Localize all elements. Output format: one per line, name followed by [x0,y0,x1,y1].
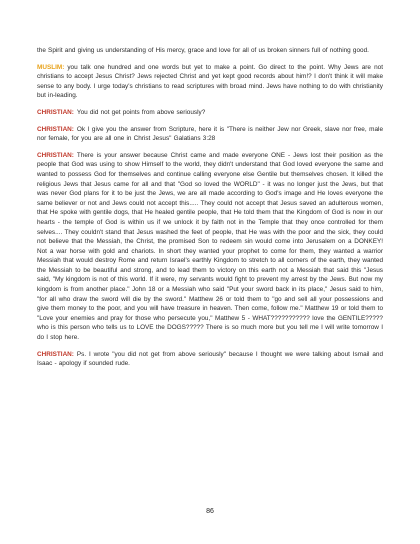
speaker-label-muslim: MUSLIM: [37,63,65,71]
paragraph-text: you talk one hundred and one words but yet to make a point. Go direct to the point. Why Jews are not christians to accept Jesus Christ? Jews rejected Christ and yet kept good records about him!? I don't think it will make sense to any body. I urge today's christians to read scriptures with broad mind. Jews have nothing to do with christianity but in-leading. [37,63,383,100]
paragraph-text: the Spirit and giving us understanding of His mercy, grace and love for all of us broken sinners full of nothing good. [37,47,369,54]
paragraph-christian [37,350,383,369]
paragraph-continuation [37,46,383,56]
paragraph-text: There is your answer because Christ came and made everyone ONE - Jews lost their position as the people that God was using to show Himself to the world, they didn't understand that God loved everyone the same and wanted to possess God for themselves and continue calling everyone else Gentile but themselves chosen. It killed the religious Jews that Jesus came for all and that "God so loved the WORLD" - it was no longer just the Jews, but that was never God plans for it to be just the Jews, we are all made according to God's image and He loves everyone the same believer or not and Jews could not accept this..... They could not accept that Jesus saved an adulterous women, that He spoke with gentile dogs, that He healed gentile people, that He told them that the Kingdom of God is now in our hearts - the temple of God is within us if we unlock it by faith not in the Temple that they once controlled for them selves.... They couldn't stand that Jesus washed the feet of people, that He was with the poor and the sick, they could not believe that the Messiah, the Christ, the promised Son to redeem sin would come into Jerusalem on a DONKEY! Not a war horse with gold and chariots. In short they wanted your prophet to come for them, they wanted a warrior Messiah that would destroy Rome and return Israel's earthly Kingdom to stretch to all corners of the earth, they wanted the Messiah to be beautiful and strong, and to lead them to victory on this earth not a Messiah that said this "Jesus said, "My kingdom is not of this world. If it were, my servants would fight to prevent my arrest by the Jews. But now my kingdom is from another place." John 18 or a Messiah who said "Put your sword back in its place," Jesus said to him, "for all who draw the sword will die by the sword." Matthew 26 or told them to "go and sell all your possessions and give them money to the poor, and you will have treasure in heaven. Then come, follow me." Matthew 19 or told them to "Love your enemies and pray for those who persecute you," Matthew 5 - WHAT??????????? love the GENTILE????? who is this person who tells us to LOVE the DOGS????? There is so much more but you tell me I will write tomorrow I do I stop here. [37,151,383,342]
paragraph-christian [37,151,383,343]
paragraph-christian [37,125,383,144]
paragraph-text: Ok I give you the answer from Scripture, here it is "There is neither Jew nor Greek, slave nor free, male nor female, for you are all one in Christ Jesus" Galatians 3:28 [37,125,383,143]
page-number: 86 [206,508,214,515]
speaker-label-christian: CHRISTIAN: [37,151,74,159]
paragraph-muslim [37,63,383,101]
paragraph-text: Ps. I wrote "you did not get from above seriously" because I thought we were talking about Ismail and Isaac - apology if sounded rude. [37,350,383,368]
dialogue-body [37,46,383,369]
speaker-label-christian: CHRISTIAN: [37,125,74,133]
paragraph-text: You did not get points from above seriously? [76,108,206,116]
speaker-label-christian: CHRISTIAN: [37,108,74,116]
speaker-label-christian: CHRISTIAN: [37,350,74,358]
paragraph-christian [37,108,383,118]
